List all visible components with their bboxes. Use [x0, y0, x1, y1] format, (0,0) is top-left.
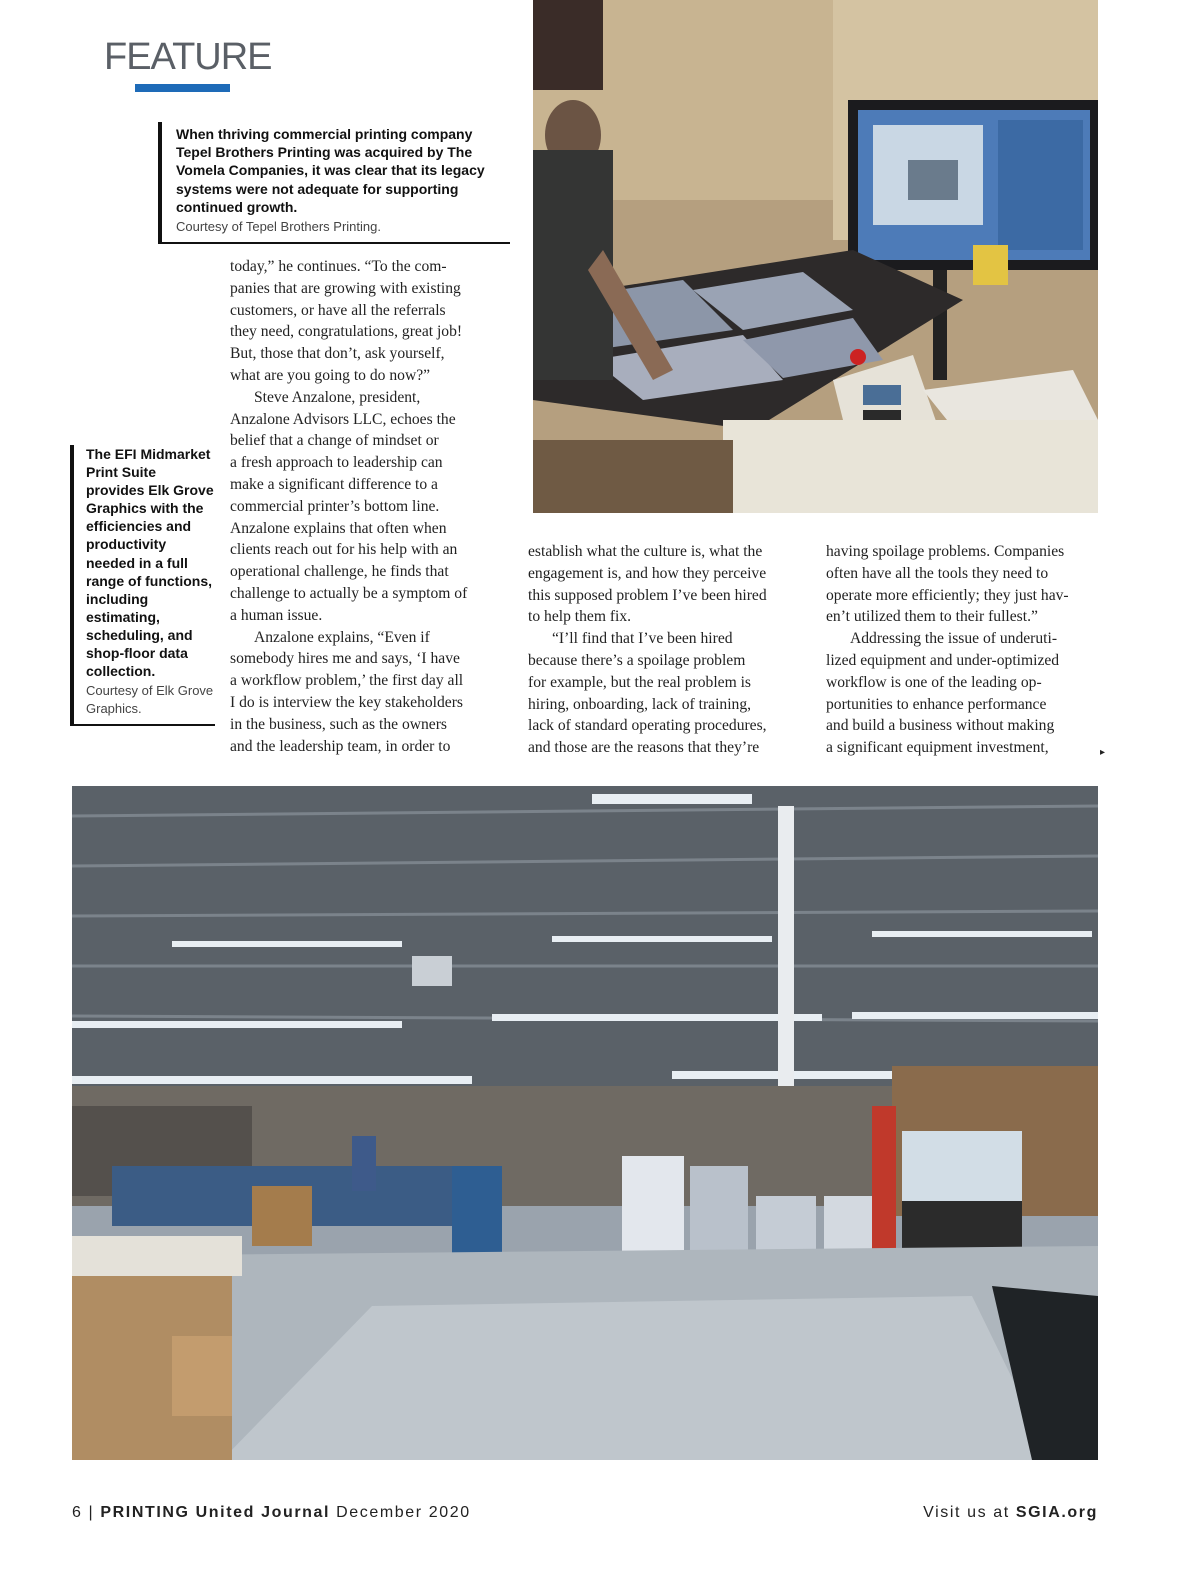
text-line: a workflow problem,’ the first day all: [230, 672, 464, 690]
text-line: challenge to actually be a symptom of: [230, 584, 468, 602]
issue-date: December 2020: [336, 1504, 471, 1521]
text-line: Anzalone explains that often when: [230, 519, 447, 537]
text-line: hiring, onboarding, lack of training,: [528, 695, 752, 713]
text-line: customers, or have all the referrals: [230, 301, 446, 319]
text-line: because there’s a spoilage problem: [528, 651, 746, 669]
photo-caption-tepel: [158, 122, 510, 244]
text-line: en’t utilized them to their fullest.”: [826, 608, 1038, 626]
text-line: and build a business without making: [826, 717, 1055, 735]
article-column-3: [826, 541, 1101, 759]
text-line: Anzalone Advisors LLC, echoes the: [230, 410, 456, 428]
caption-credit: Courtesy of Elk Grove Graphics.: [86, 683, 214, 717]
text-line: a human issue.: [230, 606, 323, 624]
text-line: Steve Anzalone, president,: [254, 388, 421, 406]
text-line: make a significant difference to a: [230, 475, 438, 493]
text-line: engagement is, and how they perceive: [528, 564, 767, 582]
text-line: what are you going to do now?”: [230, 366, 431, 384]
text-line: somebody hires me and says, ‘I have: [230, 650, 460, 668]
text-line: in the business, such as the owners: [230, 715, 447, 733]
footer-separator: |: [88, 1504, 95, 1521]
article-column-2: [528, 541, 808, 759]
publication-name: PRINTING United Journal: [100, 1504, 331, 1521]
photo-caption-elk-grove: [70, 445, 215, 726]
text-line: belief that a change of mindset or: [230, 432, 439, 450]
text-line: for example, but the real problem is: [528, 673, 752, 691]
footer-publication: [72, 1504, 471, 1522]
text-line: “I’ll find that I’ve been hired: [552, 630, 733, 648]
text-line: But, those that don’t, ask yourself,: [230, 345, 445, 363]
text-line: operate more efficiently; they just hav-: [826, 586, 1069, 604]
text-line: and those are the reasons that they’re: [528, 739, 760, 757]
text-line: today,” he continues. “To the com-: [230, 258, 447, 275]
text-line: Anzalone explains, “Even if: [254, 628, 430, 646]
text-line: a significant equipment investment,: [826, 739, 1049, 757]
text-line: often have all the tools they need to: [826, 564, 1049, 582]
section-accent-rule: [135, 84, 230, 92]
section-label: FEATURE: [104, 36, 272, 78]
article-column-1: [230, 256, 510, 757]
text-line: panies that are growing with existing: [230, 279, 461, 297]
text-line: establish what the culture is, what the: [528, 543, 763, 560]
text-line: Addressing the issue of underuti-: [850, 630, 1058, 648]
text-line: a fresh approach to leadership can: [230, 454, 443, 472]
caption-credit: Courtesy of Tepel Brothers Printing.: [176, 219, 381, 235]
visit-prefix: Visit us at: [923, 1504, 1010, 1521]
text-line: clients reach out for his help with an: [230, 541, 458, 559]
text-line: having spoilage problems. Companies: [826, 543, 1065, 560]
text-line: lized equipment and under-optimized: [826, 651, 1060, 669]
text-line: commercial printer’s bottom line.: [230, 497, 440, 515]
footer-website: [923, 1504, 1098, 1522]
text-line: operational challenge, he finds that: [230, 563, 449, 581]
caption-text: When thriving commercial printing company Tepel Brothers Printing was acquired by The Vomela Companies, it was clear that its legacy systems were not adequate for supporting continued growth.: [176, 126, 485, 215]
continue-arrow-icon: ▸: [1100, 747, 1106, 758]
website-link[interactable]: SGIA.org: [1015, 1504, 1098, 1521]
page-number: 6: [72, 1504, 83, 1521]
text-line: workflow is one of the leading op-: [826, 673, 1042, 691]
text-line: to help them fix.: [528, 608, 632, 626]
text-line: portunities to enhance performance: [826, 695, 1047, 713]
text-line: lack of standard operating procedures,: [528, 717, 767, 735]
text-line: they need, congratulations, great job!: [230, 323, 463, 341]
text-line: I do is interview the key stakeholders: [230, 693, 463, 711]
text-line: and the leadership team, in order to: [230, 737, 451, 755]
caption-text: The EFI Midmarket Print Suite provides Elk Grove Graphics with the efficiencies and productivity needed in a full range of functions, including estimating, scheduling, and shop-floor data collection.: [86, 446, 214, 680]
photo-shop-floor: [72, 786, 1098, 1460]
photo-cutting-table: [533, 0, 1098, 513]
text-line: this supposed problem I’ve been hired: [528, 586, 767, 604]
